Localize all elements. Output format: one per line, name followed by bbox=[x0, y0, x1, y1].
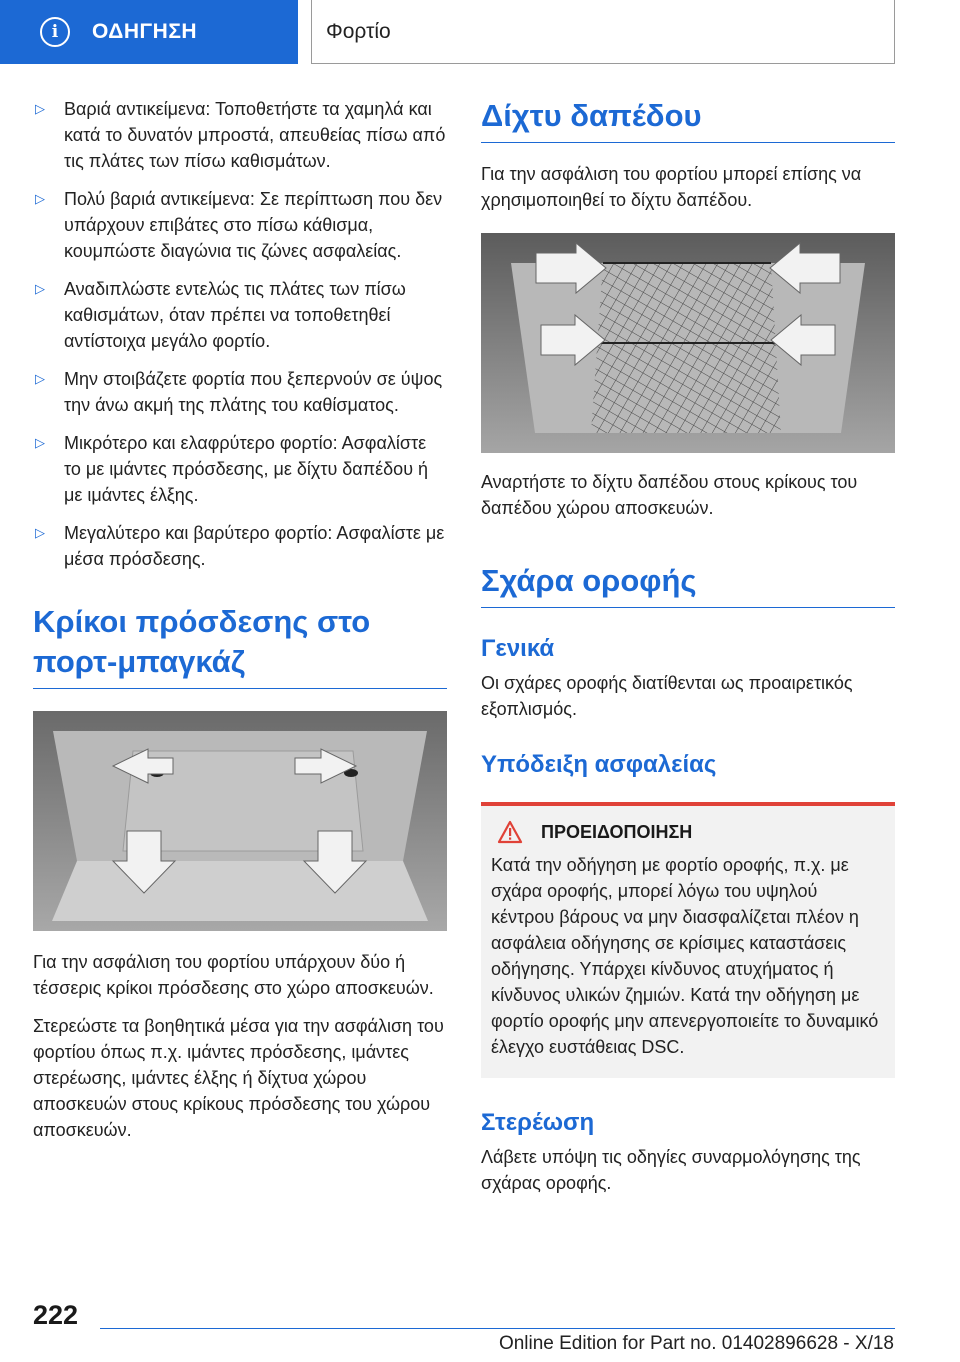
triangle-bullet-icon: ▷ bbox=[35, 101, 45, 116]
paragraph: Για την ασφάλιση του φορτίου μπορεί επίσης να χρησιμοποιηθεί το δίχτυ δαπέδου. bbox=[481, 164, 862, 210]
floor-net-image bbox=[481, 233, 895, 453]
edition-footer: Online Edition for Part no. 01402896628 - X/18 bbox=[498, 1333, 894, 1354]
section-tab-label: ΟΔΗΓΗΣΗ bbox=[92, 20, 198, 43]
warning-text: Κατά την οδήγηση με φορτίο οροφής, π.χ. με σχάρα οροφής, μπορεί λόγω του υψηλού κέντρου βάρους να μην διασφαλίζεται πλέον η ασφάλεια οδήγησης σε κρίσιμες καταστάσεις οδήγησης. Υπάρχει κίνδυνος ατυχήματος ή κίνδυνος υλικών ζημιών. Κατά την οδήγηση με φορτίο οροφής μην απενεργοποιείτε το δυναμικό έλεγχο ευστάθειας DSC. bbox=[491, 855, 879, 1057]
list-item: ▷ Πολύ βαριά αντικείμενα: Σε περίπτωση που δεν υπάρχουν επιβάτες στο πίσω κάθισμα, κουμπώστε διαγώνια τις ζώνες ασφαλείας. bbox=[33, 186, 447, 264]
page-number: 222 bbox=[33, 1300, 79, 1330]
section-heading-floor-net: Δίχτυ δαπέδου bbox=[481, 96, 895, 143]
footer-divider bbox=[100, 1328, 895, 1329]
subheading-safety-note: Υπόδειξη ασφαλείας bbox=[481, 751, 717, 778]
chapter-header bbox=[311, 0, 895, 64]
chapter-title: Φορτίο bbox=[326, 19, 391, 43]
paragraph: Για την ασφάλιση του φορτίου υπάρχουν δύο ή τέσσερις κρίκοι πρόσδεσης στο χώρο αποσκευών. bbox=[33, 952, 434, 998]
paragraph: Αναρτήστε το δίχτυ δαπέδου στους κρίκους του δαπέδου χώρου αποσκευών. bbox=[481, 472, 858, 518]
trunk-tie-down-rings-image bbox=[33, 711, 447, 931]
triangle-bullet-icon: ▷ bbox=[35, 371, 45, 386]
warning-header bbox=[491, 820, 883, 844]
triangle-bullet-icon: ▷ bbox=[35, 191, 45, 206]
info-icon: i bbox=[40, 17, 70, 47]
paragraph: Λάβετε υπόψη τις οδηγίες συναρμολόγησης της σχάρας οροφής. bbox=[481, 1147, 861, 1193]
list-item: ▷ Βαριά αντικείμενα: Τοποθετήστε τα χαμηλά και κατά το δυνατόν μπροστά, απευθείας πίσω από τις πλάτες των πίσω καθισμάτων. bbox=[33, 96, 447, 174]
triangle-bullet-icon: ▷ bbox=[35, 281, 45, 296]
section-tab[interactable] bbox=[0, 0, 298, 64]
right-column bbox=[481, 96, 895, 1196]
warning-triangle-icon bbox=[497, 820, 523, 844]
subheading-mounting: Στερέωση bbox=[481, 1109, 595, 1136]
warning-box bbox=[481, 802, 895, 1078]
list-item: ▷ Μικρότερο και ελαφρύτερο φορτίο: Ασφαλίστε το με ιμάντες πρόσδεσης, με δίχτυ δαπέδου ή με ιμάντες έλξης. bbox=[33, 430, 447, 508]
triangle-bullet-icon: ▷ bbox=[35, 435, 45, 450]
warning-title: ΠΡΟΕΙΔΟΠΟΙΗΣΗ bbox=[541, 821, 693, 842]
paragraph: Στερεώστε τα βοηθητικά μέσα για την ασφάλιση του φορτίου όπως π.χ. ιμάντες πρόσδεσης, ιμάντες στερέωσης, ιμάντες έλξης ή δίχτυα χώρου αποσκευών στους κρίκους πρόσδεσης του χώρου αποσκευών. bbox=[33, 1016, 444, 1140]
list-item: ▷ Μην στοιβάζετε φορτία που ξεπερνούν σε ύψος την άνω ακμή της πλάτης του καθίσματος. bbox=[33, 366, 447, 418]
left-column bbox=[33, 96, 447, 1143]
subheading-general: Γενικά bbox=[481, 635, 555, 662]
section-heading-roof-rack: Σχάρα οροφής bbox=[481, 561, 895, 608]
list-item: ▷ Μεγαλύτερο και βαρύτερο φορτίο: Ασφαλίστε με μέσα πρόσδεσης. bbox=[33, 520, 447, 572]
triangle-bullet-icon: ▷ bbox=[35, 525, 45, 540]
section-heading-tie-down-rings: Κρίκοι πρόσδεσης στο πορτ-μπαγκάζ bbox=[33, 602, 447, 689]
list-item: ▷ Αναδιπλώστε εντελώς τις πλάτες των πίσω καθισμάτων, όταν πρέπει να τοποθετηθεί αντίστοιχα μεγάλο φορτίο. bbox=[33, 276, 447, 354]
paragraph: Οι σχάρες οροφής διατίθενται ως προαιρετικός εξοπλισμός. bbox=[481, 673, 853, 719]
